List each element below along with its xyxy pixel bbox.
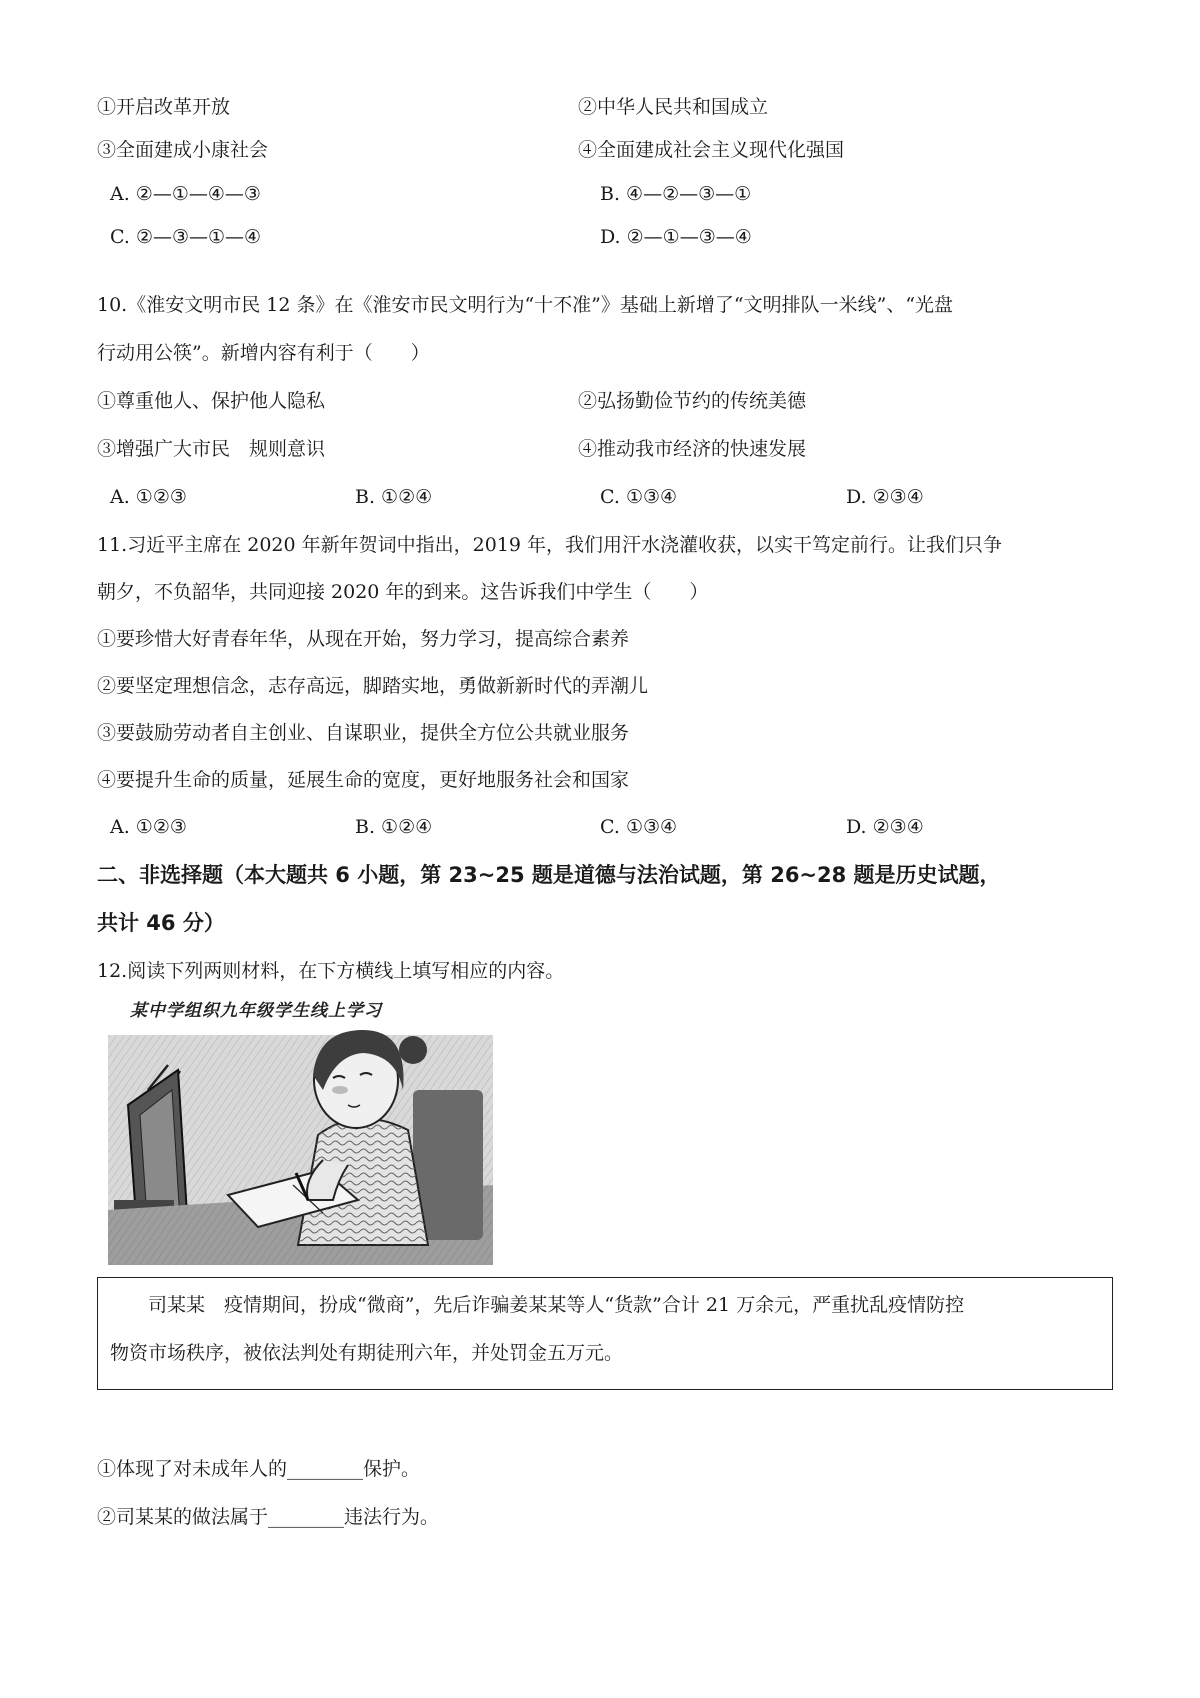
q11-option-c: C. ①③④ [600, 816, 678, 838]
q9-option-c: C. ②—③—①—④ [110, 226, 262, 248]
q9-option-d: D. ②—①—③—④ [600, 226, 752, 248]
q11-option-d: D. ②③④ [846, 816, 924, 838]
illustration-caption: 某中学组织九年级学生线上学习 [130, 1001, 382, 1021]
q10-item-2: ②弘扬勤俭节约的传统美德 [578, 390, 807, 412]
q10-option-a: A. ①②③ [110, 486, 187, 508]
material-line-1: 司某某 疫情期间，扮成“微商”，先后诈骗姜某某等人“货款”合计 21 万余元，严重扰乱疫情防控 [148, 1294, 965, 1316]
q10-stem-line-2: 行动用公筷”。新增内容有利于（ ） [97, 342, 430, 364]
q11-item-1: ①要珍惜大好青春年华，从现在开始，努力学习，提高综合素养 [97, 628, 630, 650]
material-line-2: 物资市场秩序，被依法判处有期徒刑六年，并处罚金五万元。 [110, 1342, 624, 1364]
student-drawing [108, 995, 493, 1265]
q12-blank-2: ②司某某的做法属于________违法行为。 [97, 1506, 440, 1528]
q9-option-a: A. ②—①—④—③ [110, 183, 261, 205]
q9-item-4: ④全面建成社会主义现代化强国 [578, 139, 845, 161]
q11-option-b: B. ①②④ [355, 816, 433, 838]
q10-stem-line-1: 10.《淮安文明市民 12 条》在《淮安市民文明行为“十不准”》基础上新增了“文明排队一米线”、“光盘 [97, 294, 954, 316]
q10-item-4: ④推动我市经济的快速发展 [578, 438, 807, 460]
q11-item-2: ②要坚定理想信念，志存高远，脚踏实地，勇做新新时代的弄潮儿 [97, 675, 649, 697]
q9-option-b: B. ④—②—③—① [600, 183, 752, 205]
section-2-heading-line-2: 共计 46 分） [97, 911, 225, 935]
q12-blank-1: ①体现了对未成年人的________保护。 [97, 1458, 421, 1480]
q10-item-1: ①尊重他人、保护他人隐私 [97, 390, 326, 412]
q11-item-3: ③要鼓励劳动者自主创业、自谋职业，提供全方位公共就业服务 [97, 722, 630, 744]
q10-option-b: B. ①②④ [355, 486, 433, 508]
online-study-illustration [108, 995, 493, 1265]
q9-item-3: ③全面建成小康社会 [97, 139, 269, 161]
q9-item-2: ②中华人民共和国成立 [578, 96, 769, 118]
q11-item-4: ④要提升生命的质量，延展生命的宽度，更好地服务社会和国家 [97, 769, 630, 791]
q10-item-3: ③增强广大市民 规则意识 [97, 438, 326, 460]
q10-option-d: D. ②③④ [846, 486, 924, 508]
q11-stem-line-2: 朝夕，不负韶华，共同迎接 2020 年的到来。这告诉我们中学生（ ） [97, 581, 709, 603]
q9-item-1: ①开启改革开放 [97, 96, 231, 118]
section-2-heading-line-1: 二、非选择题（本大题共 6 小题，第 23~25 题是道德与法治试题，第 26~28 题是历史试题， [97, 863, 1001, 887]
q10-option-c: C. ①③④ [600, 486, 678, 508]
q11-option-a: A. ①②③ [110, 816, 187, 838]
q12-stem: 12.阅读下列两则材料，在下方横线上填写相应的内容。 [97, 960, 565, 982]
q11-stem-line-1: 11.习近平主席在 2020 年新年贺词中指出，2019 年，我们用汗水浇灌收获，以实干笃定前行。让我们只争 [97, 534, 1003, 556]
